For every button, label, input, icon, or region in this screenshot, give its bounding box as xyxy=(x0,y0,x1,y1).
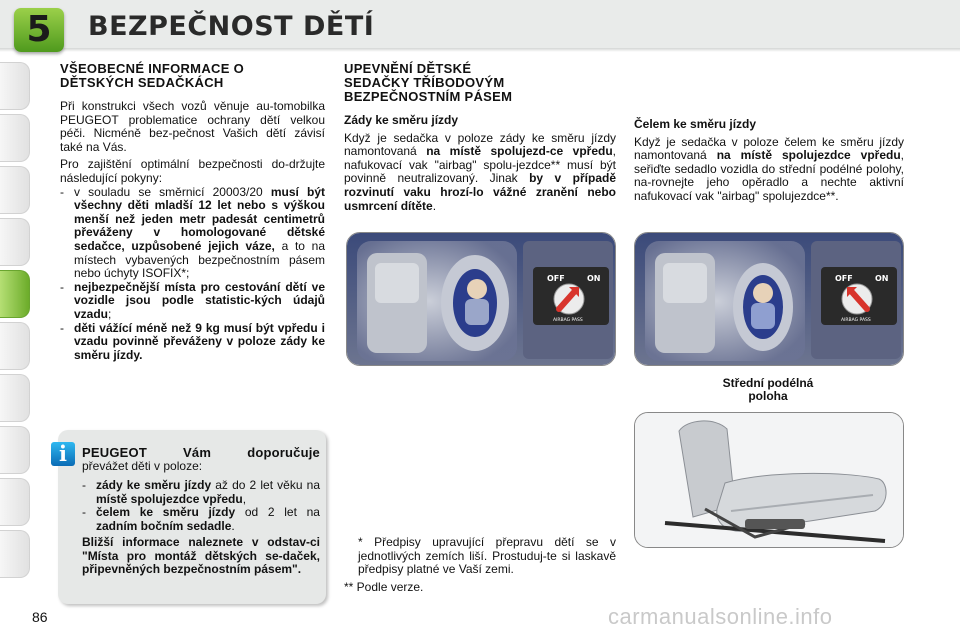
chapter-number-badge: 5 xyxy=(14,8,64,52)
para-bold-text: by v případě rozvinutí vaku hrozí-lo vážné zranění nebo usmrcení dítěte xyxy=(344,171,616,213)
rear-facing-seat-photo xyxy=(346,232,616,366)
para-bold-text: na místě spolujezd-ce vpředu xyxy=(426,144,613,159)
chapter-tab-7[interactable] xyxy=(0,374,30,422)
item-text: ; xyxy=(108,306,112,321)
recommendation-subtitle: převážet děti v poloze: xyxy=(82,458,203,473)
guidelines-paragraph: Pro zajištění optimální bezpečnosti do-držujte následující pokyny: xyxy=(60,157,325,185)
chapter-tab-9[interactable] xyxy=(0,478,30,526)
chapter-tab-1[interactable] xyxy=(0,62,30,110)
recommendation-title: PEUGEOT Vám doporučuje xyxy=(82,445,320,460)
middle-column xyxy=(344,62,616,213)
recommendation-footer: Bližší informace naleznete v odstav-ci "Místa pro montáž dětských se-daček, připevněných bezpečnostním pásem". xyxy=(82,535,320,576)
item-text: . xyxy=(231,518,235,533)
item-bold-text: děti vážící méně než 9 kg musí být vpředu i vzadu povinně převáženy v poloze zády ke směru jízdy. xyxy=(74,320,325,362)
forward-facing-seat-photo xyxy=(634,232,904,366)
switch-caption: AIRBAG PASS xyxy=(841,318,871,323)
para-text: Když je sedačka v poloze zády ke směru jízdy namontovaná xyxy=(344,130,616,159)
para-text: , nafukovací vak "airbag" spolu-jezdce** musí být povinně neutralizovaný. Jinak xyxy=(344,144,616,186)
chapter-tab-10[interactable] xyxy=(0,530,30,578)
chapter-tab-4[interactable] xyxy=(0,218,30,266)
footnote-1 xyxy=(344,536,616,577)
item-bold-text: musí být všechny děti mladší 12 let nebo s výškou menší než jeden metr padesát centimetrů převáženy v homologované dětské sedačce, uzpůsobené jejich váze, xyxy=(74,184,325,253)
item-bold-text: místě spolujezdce vpředu xyxy=(96,491,243,506)
heading-line: UPEVNĚNÍ DĚTSKÉ xyxy=(344,61,472,76)
footnote-2: ** Podle verze. xyxy=(344,579,424,594)
chapter-tab-3[interactable] xyxy=(0,166,30,214)
forward-facing-heading: Čelem ke směru jízdy xyxy=(634,117,757,131)
caption-line: poloha xyxy=(748,389,788,403)
para-text: . xyxy=(432,198,437,213)
chapter-tab-2[interactable] xyxy=(0,114,30,162)
item-text: v souladu se směrnicí 20003/20 xyxy=(74,184,271,199)
right-column xyxy=(634,118,904,204)
para-text: , seřiďte sedadlo vozidla do střední podélné polohy, na-rovnejte jeho opěradlo a nechte aktivní nafukovací vak "airbag" spolujezdce**. xyxy=(634,148,905,203)
heading-line: SEDAČKY TŘÍBODOVÝM xyxy=(344,75,505,90)
recommendation-text xyxy=(82,446,320,577)
chapter-tab-8[interactable] xyxy=(0,426,30,474)
forward-facing-paragraph xyxy=(634,136,904,204)
chapter-tab-5-active[interactable] xyxy=(0,270,30,318)
switch-on-label: ON xyxy=(875,274,889,283)
rear-facing-paragraph xyxy=(344,132,616,214)
chapter-title: BEZPEČNOST DĚTÍ xyxy=(88,11,375,42)
header-shadow xyxy=(0,48,960,52)
item-bold-text: zadním bočním sedadle xyxy=(96,518,232,533)
guideline-item-1: - v souladu se směrnicí 20003/20 musí být všechny děti mladší 12 let nebo s výškou menší než jeden metr padesát centimetrů převáženy v homologované dětské sedačce, uzpůsobené jejich váze, a to na místech vybavených bezpečnostním pásem nebo úchyty ISOFIX*; xyxy=(60,184,326,281)
rear-facing-heading: Zády ke směru jízdy xyxy=(344,113,459,127)
seat-position-caption xyxy=(680,377,856,403)
chapter-tab-6[interactable] xyxy=(0,322,30,370)
intro-paragraph: Při konstrukci všech vozů věnuje au-tomobilka PEUGEOT problematice ochrany dětí velkou péči. Nicméně bez-pečnost Vašich dětí závisí také na Vás. xyxy=(60,99,325,154)
seat-middle-position-photo xyxy=(634,412,904,548)
item-text: a to na místech vybavených bezpečnostním pásem nebo úchyty ISOFIX*; xyxy=(74,238,326,281)
switch-off-label: OFF xyxy=(835,274,853,283)
switch-caption: AIRBAG PASS xyxy=(553,318,583,323)
belt-mount-heading xyxy=(344,62,616,104)
guideline-item-2: - nejbezpečnější místa pro cestování dětí ve vozidle jsou podle statistic-kých údajů vzadu; xyxy=(60,279,325,321)
footnote-text: * Předpisy upravující přepravu dětí se v jednotlivých zemích liší. Prostuduj-te si laskavě předpisy platné ve Vaší zemi. xyxy=(358,535,616,577)
item-bold-text: zády ke směru jízdy xyxy=(96,478,212,492)
switch-on-label: ON xyxy=(587,274,601,283)
info-icon: i xyxy=(51,442,75,466)
heading-line: DĚTSKÝCH SEDAČKÁCH xyxy=(60,75,224,90)
page-number: 86 xyxy=(32,609,48,625)
general-info-heading xyxy=(60,62,325,90)
footnotes xyxy=(344,536,616,594)
item-text: od 2 let na xyxy=(235,505,320,519)
item-text: , xyxy=(242,491,247,506)
switch-off-label: OFF xyxy=(547,274,565,283)
item-bold-text: nejbezpečnější místa pro cestování dětí ve vozidle jsou podle statistic-kých údajů vzadu xyxy=(74,279,325,321)
recommendation-item-2: - čelem ke směru jízdy od 2 let na zadním bočním sedadle. xyxy=(82,505,320,533)
caption-line: Střední podélná xyxy=(722,376,814,390)
item-bold-text: čelem ke směru jízdy xyxy=(96,505,236,519)
recommendation-item-1: - zády ke směru jízdy až do 2 let věku na místě spolujezdce vpředu, xyxy=(82,478,320,506)
heading-line: VŠEOBECNÉ INFORMACE O xyxy=(60,61,244,76)
left-column xyxy=(60,62,325,362)
item-text: až do 2 let věku na xyxy=(211,478,320,492)
watermark: carmanualsonline.info xyxy=(608,604,833,629)
heading-line: BEZPEČNOSTNÍM PÁSEM xyxy=(344,89,513,104)
para-text: Když je sedačka v poloze čelem ke směru jízdy namontovaná xyxy=(634,134,904,163)
guideline-item-3: - děti vážící méně než 9 kg musí být vpředu i vzadu povinně převáženy v poloze zády ke směru jízdy. xyxy=(60,320,325,362)
para-bold-text: na místě spolujezdce vpředu xyxy=(716,148,901,163)
